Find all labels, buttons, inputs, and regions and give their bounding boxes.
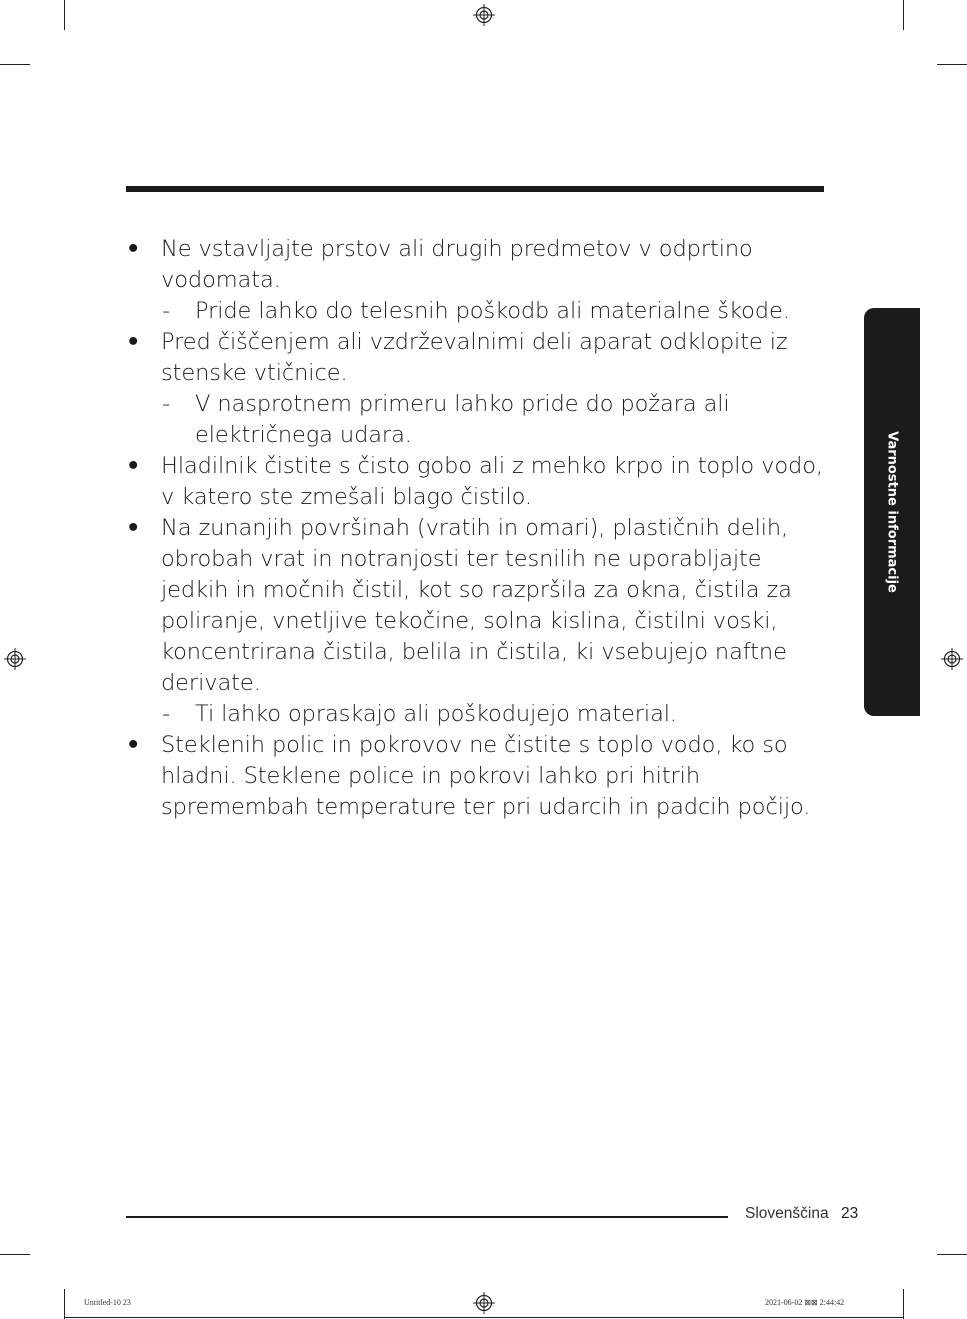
bullet-icon: • xyxy=(126,453,141,479)
safety-instructions-list xyxy=(126,234,826,823)
list-item xyxy=(126,730,826,823)
print-file-info: Untitled-10 23 xyxy=(84,1298,131,1307)
page-number: 23 xyxy=(841,1205,859,1222)
list-item xyxy=(126,234,826,296)
print-datetime: 2021-06-02 ⊠⊠ 2:44:42 xyxy=(765,1298,845,1307)
bullet-icon: • xyxy=(126,732,141,758)
dash-marker: - xyxy=(162,701,171,727)
dash-marker: - xyxy=(162,391,171,417)
registration-mark-icon xyxy=(4,648,26,670)
sub-item-text: Pride lahko do telesnih poškodb ali materialne škode. xyxy=(195,298,790,324)
crop-mark xyxy=(64,1289,65,1319)
list-item xyxy=(126,451,826,513)
sub-item xyxy=(126,389,826,451)
bullet-icon: • xyxy=(126,236,141,262)
bullet-icon: • xyxy=(126,515,141,541)
bullet-icon: • xyxy=(126,329,141,355)
sub-item-text: V nasprotnem primeru lahko pride do požara ali električnega udara. xyxy=(195,391,730,448)
footer-rule xyxy=(126,1216,728,1218)
list-item xyxy=(126,513,826,699)
crop-mark xyxy=(0,1254,30,1255)
crop-line xyxy=(64,1317,904,1318)
sub-item-text: Ti lahko opraskajo ali poškodujejo material. xyxy=(195,701,677,727)
crop-mark xyxy=(903,0,904,30)
list-item-text: Na zunanjih površinah (vratih in omari), plastičnih delih, obrobah vrat in notranjosti ter tesnilih ne uporabljajte jedkih in močnih čistil, kot so razpršila za okna, čistila za poliranje, vnetljive tekočine, solna kislina, čistilni voski, koncentrirana čistila, belila in čistila, ki vsebujejo naftne derivate. xyxy=(161,515,792,696)
header-rule xyxy=(126,186,824,192)
list-item-text: Pred čiščenjem ali vzdrževalnimi deli aparat odklopite iz stenske vtičnice. xyxy=(161,329,788,386)
list-item xyxy=(126,327,826,389)
crop-mark xyxy=(0,64,30,65)
crop-mark xyxy=(937,64,967,65)
crop-mark xyxy=(903,1289,904,1319)
sub-item xyxy=(126,296,826,327)
sub-item xyxy=(126,699,826,730)
registration-mark-icon xyxy=(473,1292,495,1314)
side-tab-label: Varnostne informacije xyxy=(884,431,900,593)
crop-mark xyxy=(937,1254,967,1255)
section-side-tab xyxy=(864,308,920,716)
registration-mark-icon xyxy=(473,4,495,26)
list-item-text: Steklenih polic in pokrovov ne čistite s toplo vodo, ko so hladni. Steklene police in pokrovi lahko pri hitrih spremembah temperature ter pri udarcih in padcih počijo. xyxy=(161,732,811,820)
list-item-text: Hladilnik čistite s čisto gobo ali z mehko krpo in toplo vodo, v katero ste zmešali blago čistilo. xyxy=(161,453,823,510)
registration-mark-icon xyxy=(941,648,963,670)
list-item-text: Ne vstavljajte prstov ali drugih predmetov v odprtino vodomata. xyxy=(161,236,753,293)
footer-language: Slovenščina xyxy=(745,1205,829,1222)
dash-marker: - xyxy=(162,298,171,324)
crop-mark xyxy=(64,0,65,30)
